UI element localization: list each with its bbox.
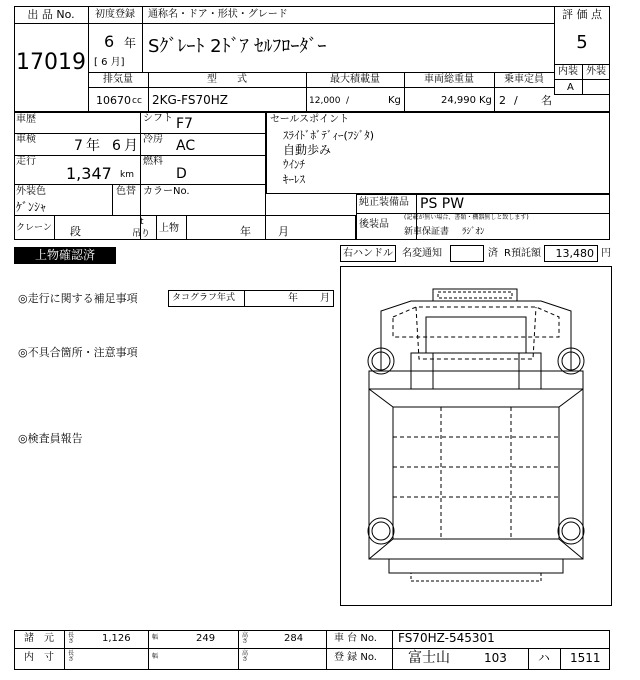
interior-label: 内装 [558, 66, 578, 77]
color-change-label: 色替 [116, 186, 136, 197]
shift-label: シフト [143, 113, 173, 124]
crane-step-unit: 段 [70, 225, 81, 238]
mileage-unit: km [120, 170, 134, 180]
body-label: 上物 [159, 223, 179, 234]
max-load-value: 12,000 [309, 96, 341, 106]
max-load-unit: Kg [388, 95, 401, 106]
color-label: 外装色 [16, 186, 46, 197]
sales-point-4: ｷｰﾚｽ [283, 173, 305, 186]
first-reg-year: 6 [104, 32, 115, 51]
capacity-unit: 名 [541, 94, 552, 107]
capacity-value: 2 [499, 94, 506, 107]
sales-point-2: 自動歩み [283, 143, 332, 157]
ac-label: 冷房 [143, 134, 163, 145]
max-load-label: 最大積載量 [330, 74, 380, 85]
model-label: 通称名・ドア・形状・グレード [148, 9, 288, 20]
length-value: 1,126 [102, 633, 131, 644]
right-handle-label: 右ハンドル [343, 248, 393, 259]
width-value: 249 [196, 633, 216, 644]
inner-length-label: 長さ [68, 650, 75, 663]
first-reg-year-unit: 年 [124, 36, 137, 50]
defects-label: ◎不具合箇所・注意事項 [18, 346, 138, 359]
displacement-unit: cc [132, 96, 142, 106]
recycle-unit: 円 [601, 248, 611, 259]
interior-value: A [567, 82, 574, 93]
reg-label: 登 録 No. [334, 652, 377, 663]
max-load-slash: / [346, 96, 350, 106]
crane-label: クレーン [16, 223, 52, 233]
inner-height-label: 高さ [242, 650, 249, 663]
reg-class: 103 [484, 651, 507, 665]
color-value: ｹﾞﾝｼｬ [16, 200, 47, 214]
equipment-value: PS PW [420, 196, 465, 212]
fuel-label: 燃料 [143, 156, 163, 167]
first-reg-label: 初度登録 [95, 9, 135, 20]
height-value: 284 [284, 633, 304, 644]
recycle-value: 13,480 [555, 247, 594, 260]
type-label: 型 式 [207, 74, 247, 85]
reg-number: 1511 [570, 651, 601, 665]
gross-weight-label: 車両総重量 [424, 74, 474, 85]
inspection-year: 7 [74, 138, 83, 154]
crane-hook-unit: 吊り [132, 229, 151, 239]
after-label: 後装品 [359, 219, 389, 230]
inspection-month-unit: 月 [124, 138, 138, 154]
radio-text: ﾗｼﾞｵﾝ [462, 227, 485, 237]
inspector-label: ◎検査員報告 [18, 432, 83, 445]
inner-width-label: 幅 [152, 653, 159, 660]
shift-value: F7 [176, 116, 193, 132]
name-change-box [450, 245, 484, 262]
tacho-month-unit: 月 [320, 293, 330, 304]
equipment-label: 純正装備品 [359, 197, 409, 208]
body-month-unit: 月 [278, 225, 289, 238]
inner-label: 内 寸 [24, 652, 54, 663]
body-year-unit: 年 [240, 225, 251, 238]
recycle-label: R預託額 [504, 248, 541, 259]
chassis-label: 車 台 No. [334, 633, 377, 644]
reg-kana: ハ [538, 651, 551, 665]
driving-note-label: ◎走行に関する補足事項 [18, 292, 138, 305]
inspection-banner: 上物確認済 [14, 247, 116, 264]
gross-weight-value: 24,990 [441, 95, 476, 106]
inspection-label: 車検 [16, 134, 36, 145]
mileage-value: 1,347 [66, 164, 112, 183]
sales-point-1: ｽﾗｲﾄﾞﾎﾞﾃﾞｨｰ(ﾌｼﾞﾀ) [283, 129, 375, 142]
inspection-year-unit: 年 [86, 138, 100, 154]
warranty-text: 新車保証書 [404, 227, 450, 237]
inspection-month: 6 [112, 138, 121, 154]
mileage-label: 走行 [16, 156, 36, 167]
history-label: 車歴 [16, 114, 36, 125]
first-reg-month: [ 6 月] [94, 57, 125, 68]
sales-point-3: ｳｲﾝﾁ [283, 158, 305, 171]
grade-value: 5 [576, 32, 588, 53]
width-label: 幅 [152, 634, 159, 641]
truck-diagram [340, 266, 612, 606]
color-no-label: カラーNo. [143, 186, 190, 197]
tacho-label: タコグラフ年式 [172, 293, 236, 303]
crane-ton-unit: t [140, 217, 144, 227]
recycle-prefix: 済 [488, 248, 498, 259]
reg-region: 富士山 [408, 650, 450, 666]
dims-label: 諸 元 [24, 633, 54, 644]
height-label: 高さ [242, 632, 249, 645]
displacement-value: 10670 [96, 94, 131, 107]
lot-label: 出 品 No. [27, 8, 75, 21]
truck-outline [341, 267, 611, 605]
lot-number: 17019 [16, 50, 86, 75]
chassis-value: FS70HZ-545301 [398, 631, 495, 645]
model-name: Sｸﾞﾚｰﾄ 2ﾄﾞｱ ｾﾙﾌﾛｰﾀﾞｰ [148, 36, 327, 57]
after-note: (記載が無い場合、書類・機器無しと致します) [404, 214, 529, 221]
sales-label: セールスポイント [270, 114, 350, 125]
capacity-slash: / [514, 94, 518, 107]
type-value: 2KG-FS70HZ [152, 93, 228, 107]
grade-label: 評 価 点 [562, 8, 602, 21]
tacho-year-unit: 年 [288, 293, 298, 304]
name-change-label: 名変通知 [402, 248, 442, 259]
capacity-label: 乗車定員 [504, 74, 544, 85]
length-label: 長さ [68, 632, 75, 645]
gross-weight-unit: Kg [479, 95, 492, 106]
exterior-label: 外装 [586, 66, 606, 77]
fuel-value: D [176, 166, 187, 182]
ac-value: AC [176, 138, 196, 154]
displacement-label: 排気量 [103, 74, 133, 85]
